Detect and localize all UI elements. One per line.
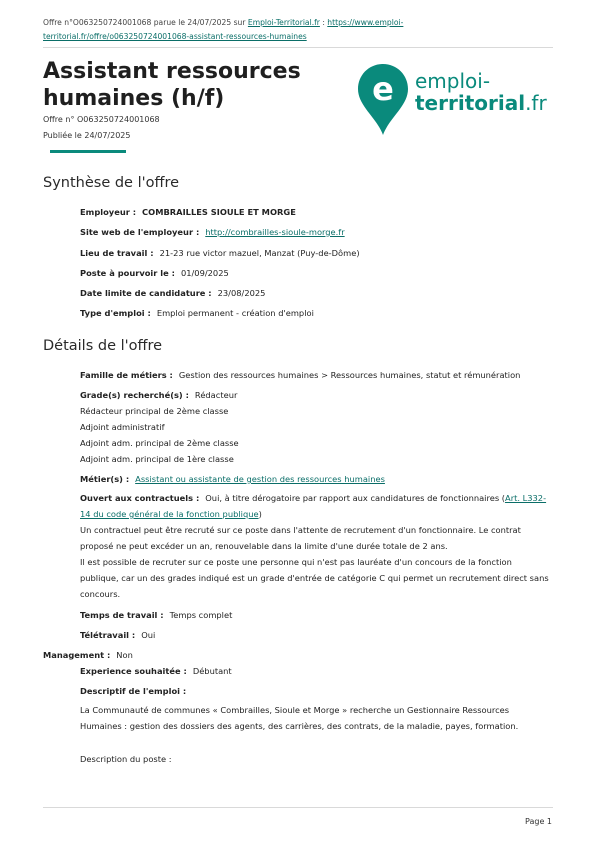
website-row — [80, 226, 552, 238]
metier-label: Métier(s) : — [80, 474, 130, 484]
management-row — [43, 649, 515, 661]
map-pin-icon — [358, 64, 408, 135]
offer-url-part2: territorial.fr/offre/o063250724001068-assistant-ressources-humaines — [43, 32, 307, 41]
employer-value: COMBRAILLES SIOULE ET MORGE — [142, 207, 296, 217]
telework-label: Télétravail : — [80, 630, 136, 640]
logo-pin-letter: e — [372, 70, 394, 108]
experience-label: Experience souhaitée : — [80, 666, 187, 676]
contract-para-line: Un contractuel peut être recruté sur ce poste dans l'attente de recrutement d'un fonctionnaire. Le contrat — [80, 525, 521, 535]
title-line-2: humaines (h/f) — [43, 86, 225, 111]
logo-suffix: .fr — [525, 91, 547, 115]
offer-number: Offre n° O063250724001068 — [43, 115, 160, 124]
grade-item: Adjoint adm. principal de 1ère classe — [80, 454, 234, 464]
post-description-label: Description du poste : — [80, 754, 172, 764]
management-label: Management : — [43, 650, 111, 660]
employer-row — [80, 206, 552, 218]
job-type-label: Type d'emploi : — [80, 308, 151, 318]
workplace-value: 21-23 rue victor mazuel, Manzat (Puy-de-Dôme) — [159, 248, 360, 258]
workplace-label: Lieu de travail : — [80, 248, 154, 258]
job-family-row — [80, 369, 552, 381]
description-line: La Communauté de communes « Combrailles, Sioule et Morge » recherche un Gestionnaire Ressources — [80, 705, 510, 715]
site-link[interactable]: Emploi-Territorial.fr — [247, 18, 320, 27]
bottom-divider — [43, 807, 553, 808]
grade-row — [80, 389, 552, 401]
top-divider — [43, 47, 553, 48]
logo-word-emploi: emploi- — [415, 69, 491, 93]
description-label: Descriptif de l'emploi : — [80, 686, 187, 696]
workplace-row — [80, 247, 552, 259]
contractual-label: Ouvert aux contractuels : — [80, 493, 200, 503]
grade-item: Rédacteur principal de 2ème classe — [80, 406, 229, 416]
job-family-label: Famille de métiers : — [80, 370, 173, 380]
contractual-close: ) — [258, 509, 262, 519]
website-label: Site web de l'employeur : — [80, 227, 200, 237]
title-line-1: Assistant ressources — [43, 59, 301, 84]
offer-header-text: Offre n°O063250724001068 parue le 24/07/2025 sur — [43, 18, 248, 27]
deadline-label: Date limite de candidature : — [80, 288, 212, 298]
telework-row — [80, 629, 552, 641]
telework-value: Oui — [141, 630, 156, 640]
header-separator: : — [319, 18, 328, 27]
grade-item: Adjoint adm. principal de 2ème classe — [80, 438, 239, 448]
description-paragraph — [80, 702, 553, 734]
work-time-label: Temps de travail : — [80, 610, 164, 620]
page-number: Page 1 — [525, 817, 552, 826]
grade-item: Adjoint administratif — [80, 422, 165, 432]
deadline-value: 23/08/2025 — [217, 288, 266, 298]
grade-label: Grade(s) recherché(s) : — [80, 390, 189, 400]
job-family-value: Gestion des ressources humaines > Ressources humaines, statut et rémunération — [178, 370, 521, 380]
description-line: Humaines : gestion des dossiers des agents, des carrières, des contrats, de la maladie, payes, formation. — [80, 721, 519, 731]
metier-link[interactable]: Assistant ou assistante de gestion des ressources humaines — [135, 474, 385, 484]
deadline-row — [80, 287, 552, 299]
management-value: Non — [116, 650, 133, 660]
start-date-value: 01/09/2025 — [180, 268, 229, 278]
metier-row — [80, 473, 552, 485]
publication-date: Publiée le 24/07/2025 — [43, 131, 131, 140]
description-label-row — [80, 685, 552, 697]
job-type-row — [80, 307, 552, 319]
recruit-para-line: concours. — [80, 589, 121, 599]
work-time-row — [80, 609, 552, 621]
section-heading-details: Détails de l'offre — [43, 338, 163, 354]
logo-word-territorial — [415, 91, 547, 115]
contractual-value: Oui, à titre dérogatoire par rapport aux candidatures de fonctionnaires ( — [205, 493, 506, 503]
experience-value: Débutant — [192, 666, 232, 676]
page-title — [43, 58, 323, 112]
recruit-para-line: Il est possible de recruter sur ce poste une personne qui n'est pas lauréate d'un concours de la fonction — [80, 557, 512, 567]
emploi-territorial-logo — [357, 62, 557, 138]
legal-article-link[interactable]: Art. L332- — [505, 493, 547, 503]
employer-website-link[interactable]: http://combrailles-sioule-morge.fr — [205, 227, 345, 237]
contractual-line — [80, 490, 553, 506]
grade-value: Rédacteur — [194, 390, 238, 400]
work-time-value: Temps complet — [169, 610, 233, 620]
section-heading-synthese: Synthèse de l'offre — [43, 175, 180, 191]
offer-url-part1: https://www.emploi- — [327, 18, 404, 27]
job-type-value: Emploi permanent - création d'emploi — [156, 308, 314, 318]
start-date-row — [80, 267, 552, 279]
experience-row — [80, 665, 552, 677]
logo-territorial: territorial — [415, 91, 526, 115]
contract-para-line: proposé ne peut excéder un an, renouvelable dans la limite d'une durée totale de 2 ans. — [80, 541, 448, 551]
start-date-label: Poste à pourvoir le : — [80, 268, 175, 278]
offer-header-line — [43, 16, 423, 44]
contractual-block — [80, 490, 553, 602]
employer-label: Employeur : — [80, 207, 137, 217]
contractual-line-2 — [80, 506, 553, 522]
legal-article-link-cont[interactable]: 14 du code général de la fonction publique — [80, 509, 259, 519]
recruit-para-line: publique, car un des grades indiqué est un grade d'entrée de catégorie C qui permet un recrutement direct sans — [80, 573, 549, 583]
title-accent-bar — [50, 150, 126, 153]
